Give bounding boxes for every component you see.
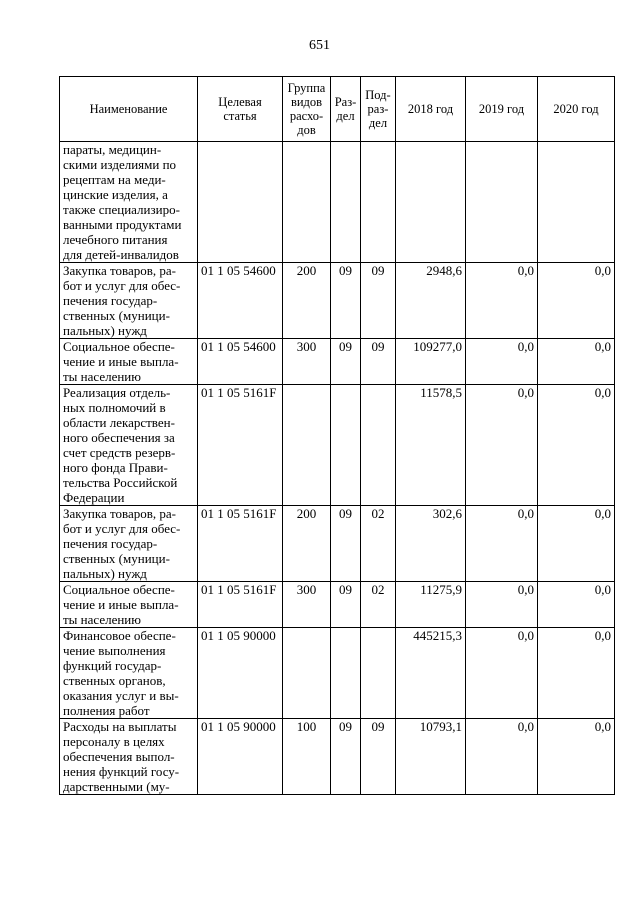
cell-name <box>60 339 198 385</box>
cell-name <box>60 506 198 582</box>
header-name: Наименование <box>60 77 198 142</box>
cell-2018: 302,6 <box>396 506 466 582</box>
cell-name-line: оказания услуг и вы- <box>63 688 179 703</box>
cell-section: 09 <box>331 339 361 385</box>
cell-target-code: 01 1 05 54600 <box>198 339 283 385</box>
cell-section: 09 <box>331 263 361 339</box>
table-row <box>60 628 615 719</box>
cell-name-line: Закупка товаров, ра- <box>63 263 176 278</box>
table-row <box>60 719 615 795</box>
cell-name-line: пальных) нужд <box>63 566 147 581</box>
cell-name-line: функций государ- <box>63 658 162 673</box>
header-2019: 2019 год <box>466 77 538 142</box>
cell-name-line: чение и иные выпла- <box>63 354 179 369</box>
header-group-line: Группа <box>287 81 326 95</box>
table-row <box>60 263 615 339</box>
header-section <box>331 77 361 142</box>
cell-subsection: 02 <box>361 582 396 628</box>
cell-target-code: 01 1 05 54600 <box>198 263 283 339</box>
cell-name-line: чение выполнения <box>63 643 166 658</box>
cell-2018: 109277,0 <box>396 339 466 385</box>
cell-target-code: 01 1 05 5161F <box>198 582 283 628</box>
header-2018: 2018 год <box>396 77 466 142</box>
cell-target-code: 01 1 05 90000 <box>198 719 283 795</box>
cell-2019: 0,0 <box>466 506 538 582</box>
cell-expense-group: 200 <box>283 263 331 339</box>
header-group-line: расхо- <box>289 109 324 123</box>
cell-section: 09 <box>331 719 361 795</box>
table-body <box>60 142 615 795</box>
cell-section: 09 <box>331 506 361 582</box>
header-section-line: Раз- <box>334 95 357 109</box>
cell-name-line: ты населению <box>63 612 141 627</box>
cell-2019: 0,0 <box>466 719 538 795</box>
cell-name-line: области лекарствен- <box>63 415 175 430</box>
cell-2018 <box>396 142 466 263</box>
cell-2018: 10793,1 <box>396 719 466 795</box>
cell-name-line: Социальное обеспе- <box>63 582 175 597</box>
page-number: 651 <box>309 38 330 53</box>
cell-2019: 0,0 <box>466 385 538 506</box>
header-group <box>283 77 331 142</box>
cell-target-code: 01 1 05 5161F <box>198 506 283 582</box>
header-2020: 2020 год <box>538 77 615 142</box>
header-target-line: Целевая <box>218 95 262 109</box>
cell-name-line: параты, медицин- <box>63 142 162 157</box>
cell-name <box>60 628 198 719</box>
cell-subsection: 02 <box>361 506 396 582</box>
cell-subsection <box>361 385 396 506</box>
cell-2018: 2948,6 <box>396 263 466 339</box>
cell-name-line: ного фонда Прави- <box>63 460 168 475</box>
cell-subsection: 09 <box>361 719 396 795</box>
cell-name-line: чение и иные выпла- <box>63 597 179 612</box>
header-target-line: статья <box>223 109 257 123</box>
cell-2019: 0,0 <box>466 339 538 385</box>
header-target <box>198 77 283 142</box>
header-section-line: дел <box>336 109 355 123</box>
cell-target-code: 01 1 05 5161F <box>198 385 283 506</box>
cell-expense-group <box>283 628 331 719</box>
cell-name-line: бот и услуг для обес- <box>63 521 181 536</box>
cell-2018: 445215,3 <box>396 628 466 719</box>
header-subsection <box>361 77 396 142</box>
cell-name-line: ственных (муници- <box>63 551 170 566</box>
cell-name-line: полнения работ <box>63 703 150 718</box>
cell-name <box>60 582 198 628</box>
cell-2020: 0,0 <box>538 506 615 582</box>
cell-name <box>60 719 198 795</box>
cell-expense-group: 100 <box>283 719 331 795</box>
cell-section: 09 <box>331 582 361 628</box>
cell-name-line: лечебного питания <box>63 232 168 247</box>
cell-name-line: ных полномочий в <box>63 400 166 415</box>
cell-name-line: Федерации <box>63 490 125 505</box>
cell-subsection: 09 <box>361 339 396 385</box>
cell-target-code: 01 1 05 90000 <box>198 628 283 719</box>
cell-subsection <box>361 628 396 719</box>
cell-name-line: цинские изделия, а <box>63 187 168 202</box>
table-row <box>60 142 615 263</box>
cell-expense-group <box>283 385 331 506</box>
cell-name-line: дарственными (му- <box>63 779 170 794</box>
cell-name <box>60 142 198 263</box>
cell-expense-group <box>283 142 331 263</box>
cell-name-line: счет средств резерв- <box>63 445 176 460</box>
header-subsection-line: раз- <box>367 102 389 116</box>
table-row <box>60 385 615 506</box>
cell-name-line: ванными продуктами <box>63 217 182 232</box>
cell-name-line: скими изделиями по <box>63 157 177 172</box>
cell-target-code <box>198 142 283 263</box>
cell-2020: 0,0 <box>538 339 615 385</box>
cell-2020: 0,0 <box>538 719 615 795</box>
cell-name-line: также специализиро- <box>63 202 180 217</box>
table-row <box>60 339 615 385</box>
cell-section <box>331 142 361 263</box>
cell-name-line: Закупка товаров, ра- <box>63 506 176 521</box>
cell-name-line: печения государ- <box>63 293 158 308</box>
cell-subsection <box>361 142 396 263</box>
cell-name-line: обеспечения выпол- <box>63 749 175 764</box>
cell-name-line: Реализация отдель- <box>63 385 171 400</box>
cell-name-line: нения функций госу- <box>63 764 180 779</box>
cell-2020: 0,0 <box>538 385 615 506</box>
cell-2019: 0,0 <box>466 628 538 719</box>
cell-2018: 11275,9 <box>396 582 466 628</box>
cell-name-line: Расходы на выплаты <box>63 719 177 734</box>
table-header-row <box>60 77 615 142</box>
header-subsection-line: Под- <box>365 88 391 102</box>
cell-section <box>331 628 361 719</box>
header-subsection-line: дел <box>368 116 388 130</box>
cell-name-line: для детей-инвалидов <box>63 247 179 262</box>
table-row <box>60 582 615 628</box>
cell-name-line: ного обеспечения за <box>63 430 175 445</box>
budget-table <box>59 76 615 795</box>
cell-name-line: Финансовое обеспе- <box>63 628 176 643</box>
cell-2019 <box>466 142 538 263</box>
cell-expense-group: 300 <box>283 339 331 385</box>
cell-section <box>331 385 361 506</box>
cell-2020 <box>538 142 615 263</box>
cell-name-line: рецептам на меди- <box>63 172 166 187</box>
header-group-line: видов <box>290 95 323 109</box>
cell-name-line: печения государ- <box>63 536 158 551</box>
cell-expense-group: 300 <box>283 582 331 628</box>
cell-2019: 0,0 <box>466 263 538 339</box>
cell-name-line: ственных органов, <box>63 673 166 688</box>
cell-name-line: пальных) нужд <box>63 323 147 338</box>
cell-name-line: бот и услуг для обес- <box>63 278 181 293</box>
cell-name-line: ты населению <box>63 369 141 384</box>
cell-subsection: 09 <box>361 263 396 339</box>
cell-2020: 0,0 <box>538 628 615 719</box>
cell-name-line: тельства Российской <box>63 475 178 490</box>
cell-name-line: ственных (муници- <box>63 308 170 323</box>
cell-2019: 0,0 <box>466 582 538 628</box>
cell-2020: 0,0 <box>538 263 615 339</box>
cell-name-line: персоналу в целях <box>63 734 165 749</box>
cell-name <box>60 263 198 339</box>
cell-name-line: Социальное обеспе- <box>63 339 175 354</box>
table-row <box>60 506 615 582</box>
cell-2020: 0,0 <box>538 582 615 628</box>
cell-2018: 11578,5 <box>396 385 466 506</box>
header-group-line: дов <box>297 123 316 137</box>
cell-expense-group: 200 <box>283 506 331 582</box>
cell-name <box>60 385 198 506</box>
